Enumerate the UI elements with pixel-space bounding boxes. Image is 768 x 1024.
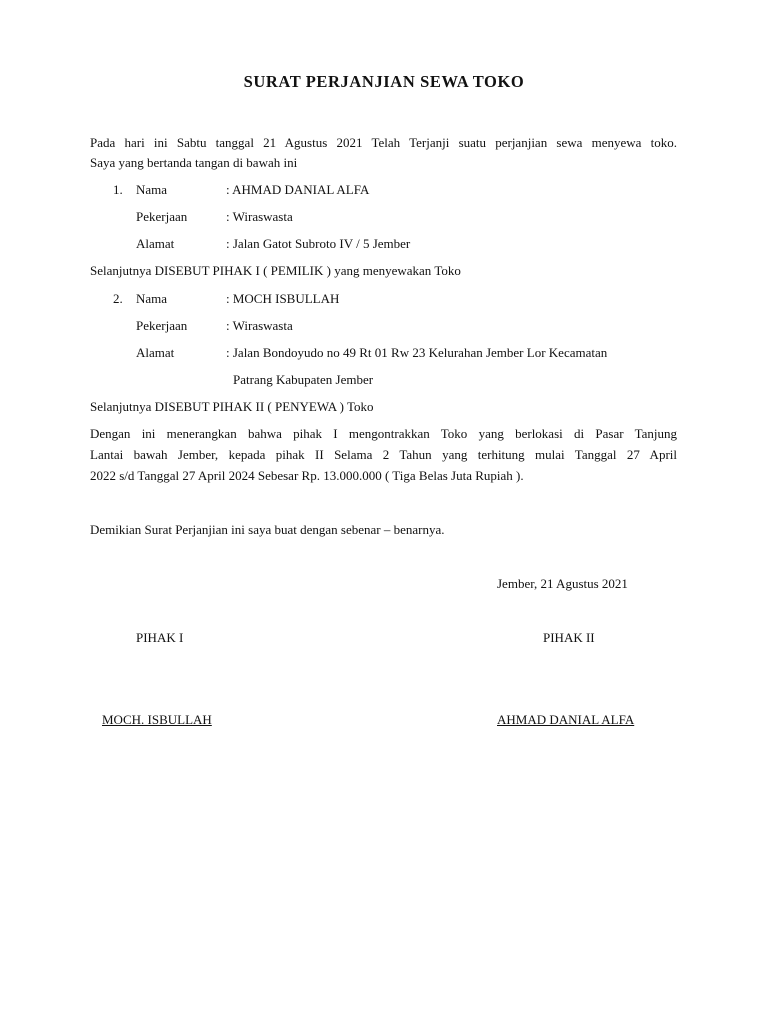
party-2-role: Selanjutnya DISEBUT PIHAK II ( PENYEWA ) Toko <box>90 399 374 414</box>
party-1-name-value: : AHMAD DANIAL ALFA <box>226 182 370 197</box>
agreement-line-1: Dengan ini menerangkan bahwa pihak I mengontrakkan Toko yang berlokasi di Pasar Tanjung <box>90 426 677 441</box>
place-date: Jember, 21 Agustus 2021 <box>497 576 628 591</box>
party-2-name-value: : MOCH ISBULLAH <box>226 291 340 306</box>
party-1-number: 1. <box>113 182 123 197</box>
signature-left-label: PIHAK I <box>136 630 184 645</box>
agreement-line-2: Lantai bawah Jember, kepada pihak II Selama 2 Tahun yang terhitung mulai Tanggal 27 April <box>90 447 677 462</box>
party-2-job-label: Pekerjaan <box>136 318 188 333</box>
party-1-job-value: : Wiraswasta <box>226 209 293 224</box>
party-1-job-label: Pekerjaan <box>136 209 188 224</box>
party-2-number: 2. <box>113 291 123 306</box>
party-2-job-value: : Wiraswasta <box>226 318 293 333</box>
party-2-name-label: Nama <box>136 291 168 306</box>
intro-line-1: Pada hari ini Sabtu tanggal 21 Agustus 2021 Telah Terjanji suatu perjanjian sewa menyewa toko. <box>90 135 677 150</box>
party-2-address-value-line-1: : Jalan Bondoyudo no 49 Rt 01 Rw 23 Kelurahan Jember Lor Kecamatan <box>226 345 608 360</box>
agreement-line-3: 2022 s/d Tanggal 27 April 2024 Sebesar Rp. 13.000.000 ( Tiga Belas Juta Rupiah ). <box>90 468 524 483</box>
party-1-role: Selanjutnya DISEBUT PIHAK I ( PEMILIK ) yang menyewakan Toko <box>90 263 461 278</box>
party-1-address-label: Alamat <box>136 236 175 251</box>
intro-line-2: Saya yang bertanda tangan di bawah ini <box>90 155 298 170</box>
party-1-name-label: Nama <box>136 182 168 197</box>
party-1-address-value: : Jalan Gatot Subroto IV / 5 Jember <box>226 236 411 251</box>
signature-left-name: MOCH. ISBULLAH <box>102 712 212 727</box>
closing-statement: Demikian Surat Perjanjian ini saya buat dengan sebenar – benarnya. <box>90 522 445 537</box>
document-title: SURAT PERJANJIAN SEWA TOKO <box>243 72 525 91</box>
party-2-address-value-line-2: Patrang Kabupaten Jember <box>233 372 374 387</box>
signature-right-label: PIHAK II <box>543 630 595 645</box>
party-2-address-label: Alamat <box>136 345 175 360</box>
signature-right-name: AHMAD DANIAL ALFA <box>497 712 635 727</box>
